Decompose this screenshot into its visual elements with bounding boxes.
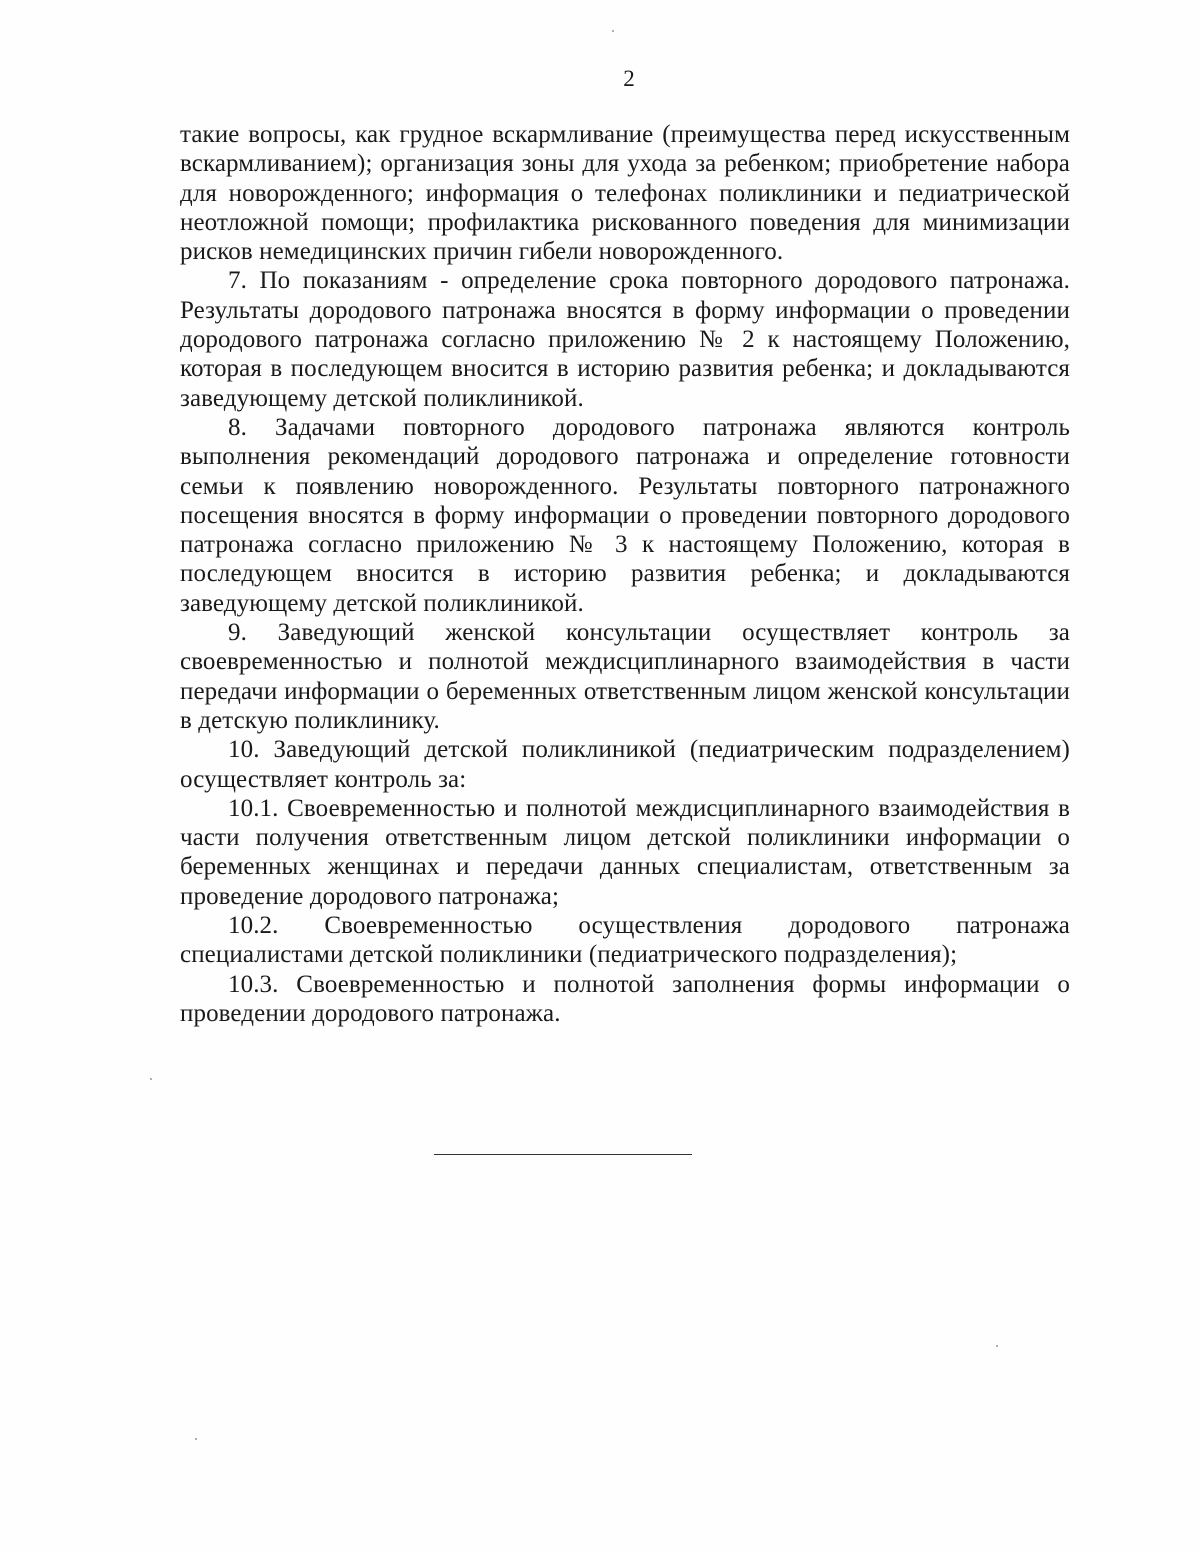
paragraph-item-7: 7. По показаниям - определение срока повторного дородового патронажа. Результаты дородового патронажа вносятся в форму информации о проведении дородового патронажа согласно приложению № 2 к настоящему Положению, которая в последующем вносится в историю развития ребенка; и докладываются заведующему детской поликлиникой. — [180, 267, 1070, 412]
end-of-document-rule — [434, 1154, 692, 1155]
paragraph-item-9: 9. Заведующий женской консультации осуществляет контроль за своевременностью и полнотой междисциплинарного взаимодействия в части передачи информации о беременных ответственным лицом женской консультации в детскую поликлинику. — [180, 619, 1070, 734]
paragraph-item-10-2: 10.2. Своевременностью осуществления дородового патронажа специалистами детской поликлиники (педиатрического подразделения); — [180, 912, 1070, 969]
paragraph-item-10-3: 10.3. Своевременностью и полнотой заполнения формы информации о проведении дородового патронажа. — [180, 970, 1070, 1027]
paragraph-item-10: 10. Заведующий детской поликлиникой (педиатрическим подразделением) осуществляет контроль за: — [180, 736, 1070, 793]
page-number: 2 — [623, 66, 635, 91]
paragraph-item-10-1: 10.1. Своевременностью и полнотой междисциплинарного взаимодействия в части получения ответственным лицом детской поликлиники информации о беременных женщинах и передачи данных специалистам, ответственным за проведение дородового патронажа; — [180, 794, 1070, 910]
scan-speck — [150, 1078, 152, 1080]
document-body — [180, 120, 1070, 1028]
paragraph-item-8: 8. Задачами повторного дородового патронажа являются контроль выполнения рекомендаций дородового патронажа и определение готовности семьи к появлению новорожденного. Результаты повторного патронажного посещения вносятся в форму информации о проведении повторного дородового патронажа согласно приложению № 3 к настоящему Положению, которая в последующем вносится в историю развития ребенка; и докладываются заведующему детской поликлиникой. — [180, 413, 1070, 617]
scan-speck — [195, 1438, 197, 1440]
paragraph-continuation: такие вопросы, как грудное вскармливание (преимущества перед искусственным вскармливанием); организация зоны для ухода за ребенком; приобретение набора для новорожденного; информация о телефонах поликлиники и педиатрической неотложной помощи; профилактика рискованного поведения для минимизации рисков немедицинских причин гибели новорожденного. — [180, 121, 1070, 266]
scan-speck — [612, 30, 614, 32]
scan-speck — [996, 1345, 998, 1347]
